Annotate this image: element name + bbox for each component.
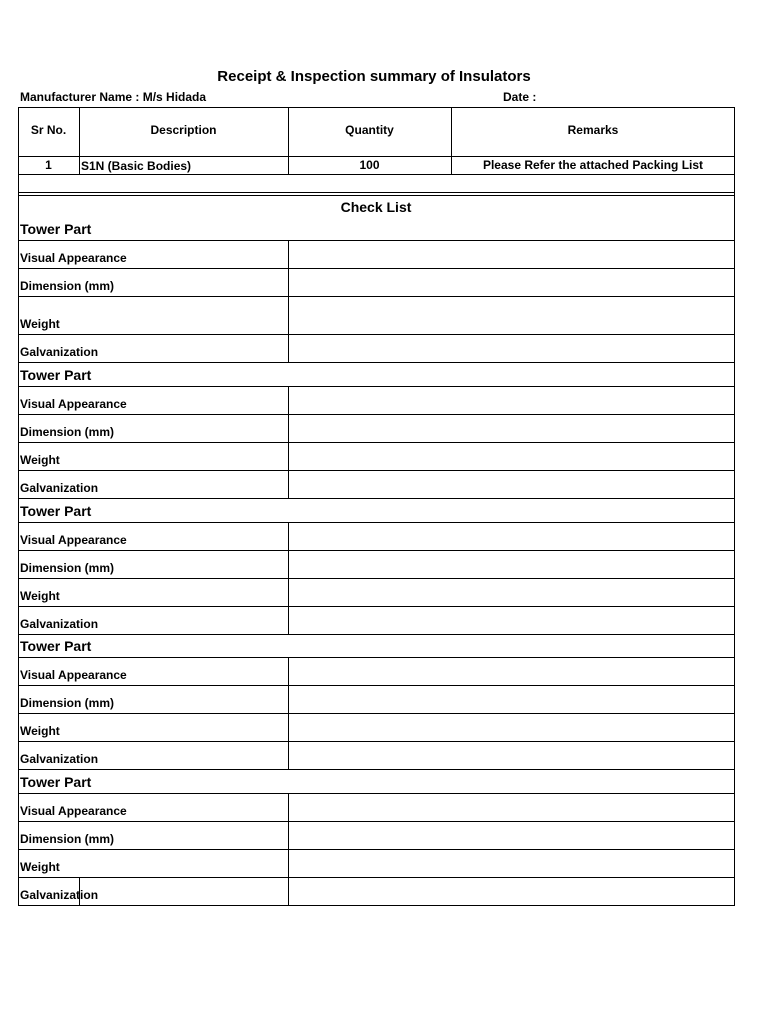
item-divider <box>18 634 735 635</box>
checklist-item-value <box>289 686 734 713</box>
header-row-separator <box>18 156 735 157</box>
checklist-item-value <box>289 387 734 414</box>
document-title: Receipt & Inspection summary of Insulators <box>217 68 531 85</box>
checklist-item-label: Visual Appearance <box>20 668 127 682</box>
checklist-item-value <box>289 443 734 470</box>
row-description: S1N (Basic Bodies) <box>81 159 192 173</box>
item-divider <box>18 362 735 363</box>
checklist-item-label: Weight <box>20 589 60 603</box>
checklist-item-value <box>289 579 734 606</box>
header-sr-no: Sr No. <box>30 123 67 137</box>
checklist-item-value <box>289 822 734 849</box>
checklist-item-value <box>289 269 734 296</box>
section-title: Tower Part <box>20 503 92 519</box>
section-title: Tower Part <box>20 638 92 654</box>
checklist-item-value <box>289 241 734 268</box>
checklist-right-border <box>734 192 735 905</box>
checklist-item-label: Dimension (mm) <box>20 561 115 575</box>
checklist-item-label: Visual Appearance <box>20 533 127 547</box>
row-sr-no: 1 <box>45 158 52 172</box>
checklist-item-label: Galvanization <box>20 888 99 902</box>
checklist-item-label: Dimension (mm) <box>20 279 115 293</box>
section-title: Tower Part <box>20 221 92 237</box>
checklist-item-value <box>289 850 734 877</box>
checklist-left-border <box>18 192 19 905</box>
checklist-item-label: Visual Appearance <box>20 397 127 411</box>
spacer-line <box>18 192 735 193</box>
checklist-item-label: Visual Appearance <box>20 804 127 818</box>
header-quantity: Quantity <box>345 123 394 137</box>
section-title: Tower Part <box>20 367 92 383</box>
checklist-item-value <box>289 878 734 905</box>
checklist-item-value <box>289 658 734 685</box>
summary-table <box>18 107 735 196</box>
checklist-item-value <box>289 607 734 634</box>
checklist-item-value <box>289 523 734 550</box>
section-title: Tower Part <box>20 774 92 790</box>
row-remarks: Please Refer the attached Packing List <box>482 158 704 172</box>
checklist-item-label: Dimension (mm) <box>20 832 115 846</box>
checklist-item-label: Visual Appearance <box>20 251 127 265</box>
col-divider <box>79 107 80 174</box>
checklist-item-label: Weight <box>20 860 60 874</box>
checklist-item-value <box>289 297 734 334</box>
sr-column-stub <box>79 877 80 905</box>
date-label: Date : <box>503 90 537 104</box>
checklist-item-value <box>289 335 734 362</box>
checklist-item-label: Weight <box>20 724 60 738</box>
item-divider <box>18 498 735 499</box>
checklist-heading: Check List <box>340 199 412 215</box>
item-divider <box>18 769 735 770</box>
checklist-item-value <box>289 471 734 498</box>
manufacturer-name: Manufacturer Name : M/s Hidada <box>20 90 207 104</box>
checklist-item-label: Dimension (mm) <box>20 696 115 710</box>
checklist-item-value <box>289 415 734 442</box>
row-quantity: 100 <box>359 158 380 172</box>
checklist-item-label: Weight <box>20 453 60 467</box>
checklist-bottom-border <box>18 905 735 906</box>
checklist-item-label: Galvanization <box>20 752 99 766</box>
checklist-item-label: Galvanization <box>20 481 99 495</box>
checklist-item-label: Galvanization <box>20 345 99 359</box>
checklist-item-value <box>289 714 734 741</box>
checklist-item-value <box>289 742 734 769</box>
header-remarks: Remarks <box>567 123 619 137</box>
data-row-separator <box>18 174 735 175</box>
checklist-item-label: Weight <box>20 317 60 331</box>
checklist-item-value <box>289 794 734 821</box>
checklist-item-label: Galvanization <box>20 617 99 631</box>
checklist-item-value <box>289 551 734 578</box>
header-description: Description <box>150 123 217 137</box>
checklist-item-label: Dimension (mm) <box>20 425 115 439</box>
